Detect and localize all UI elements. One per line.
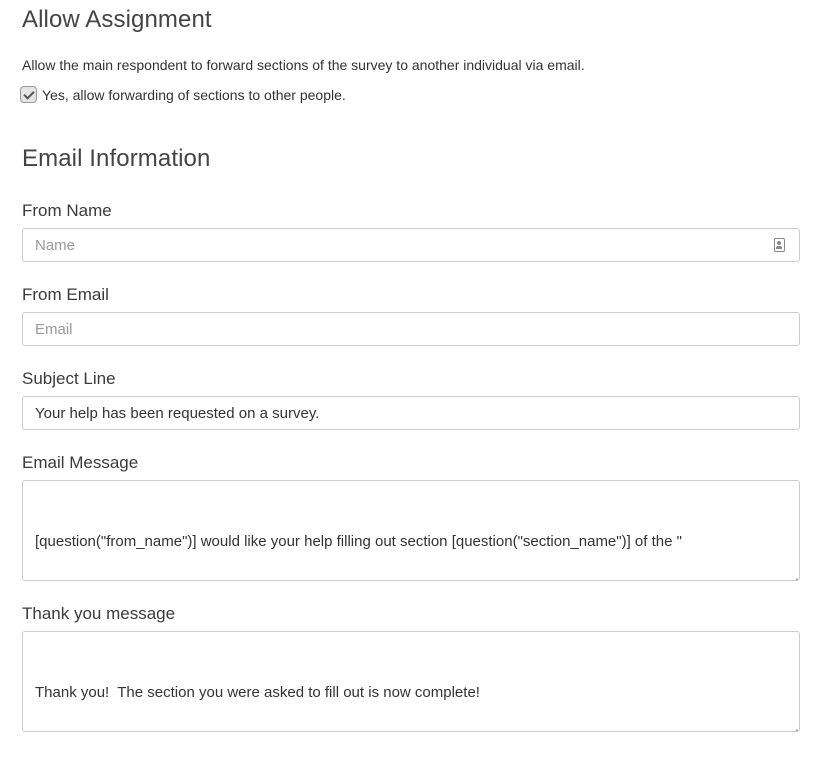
email-message-line: [question("from_name")] would like your help filling out section [question("section_name")] of the " xyxy=(35,533,682,550)
from-name-label: From Name xyxy=(22,201,112,220)
email-information-title: Email Information xyxy=(22,145,211,172)
allow-forwarding-option[interactable] xyxy=(20,86,346,103)
allow-forwarding-checkbox[interactable] xyxy=(20,86,37,103)
resize-handle-icon[interactable] xyxy=(788,720,798,730)
from-name-field[interactable] xyxy=(22,228,800,262)
from-name-placeholder: Name xyxy=(35,236,76,254)
allow-forwarding-label[interactable]: Yes, allow forwarding of sections to other people. xyxy=(42,86,346,103)
subject-line-value: Your help has been requested on a survey. xyxy=(35,404,320,422)
contact-card-icon[interactable] xyxy=(774,238,785,252)
from-email-label: From Email xyxy=(22,285,109,304)
resize-handle-icon[interactable] xyxy=(788,569,798,579)
subject-line-field[interactable] xyxy=(22,396,800,430)
thank-you-message-value: Thank you! The section you were asked to fill out is now complete! xyxy=(35,684,480,701)
email-message-label: Email Message xyxy=(22,453,139,472)
email-message-textarea[interactable] xyxy=(22,480,800,581)
thank-you-message-label: Thank you message xyxy=(22,604,176,623)
from-email-placeholder: Email xyxy=(35,320,73,338)
allow-assignment-title: Allow Assignment xyxy=(22,6,212,33)
from-email-field[interactable] xyxy=(22,312,800,346)
thank-you-message-textarea[interactable] xyxy=(22,631,800,732)
allow-assignment-description: Allow the main respondent to forward sections of the survey to another individual via email. xyxy=(22,57,585,73)
subject-line-label: Subject Line xyxy=(22,369,116,388)
